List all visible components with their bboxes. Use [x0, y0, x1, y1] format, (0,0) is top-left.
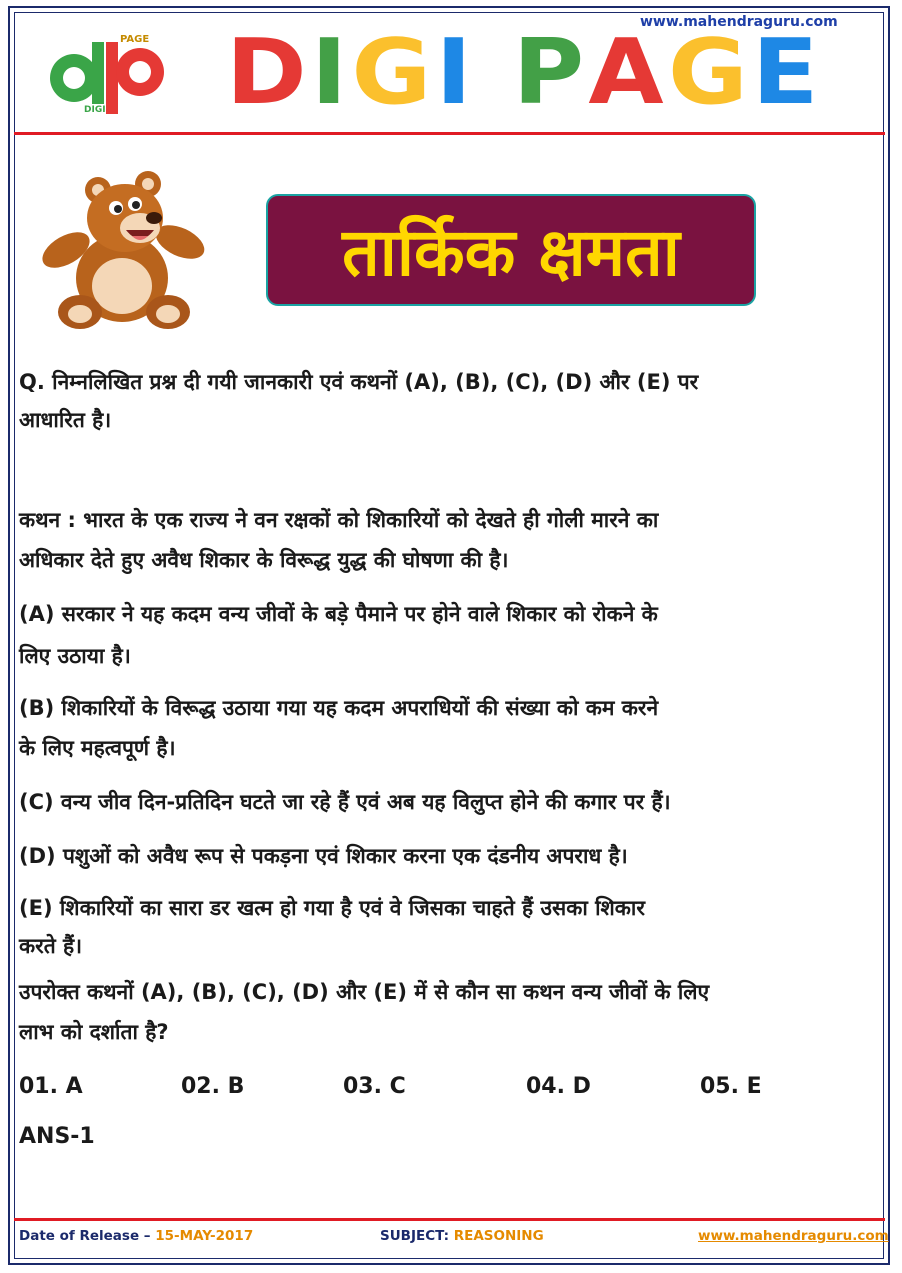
title-letter: I [435, 20, 477, 125]
release-date [19, 1228, 253, 1244]
header-divider [14, 132, 885, 135]
title-letter: G [351, 20, 436, 125]
question-ask-cont: लाभ को दर्शाता है? [19, 1020, 169, 1044]
statement: कथन : भारत के एक राज्य ने वन रक्षकों को शिकारियों को देखते ही गोली मारने का [19, 508, 659, 532]
option-4: 04. D [526, 1074, 591, 1099]
footer-url-link[interactable]: www.mahendraguru.com [698, 1228, 889, 1244]
option-1: 01. A [19, 1074, 83, 1099]
topic-heading: तार्किक क्षमता [342, 214, 680, 291]
subject [380, 1228, 544, 1244]
assumption-e: (E) शिकारियों का सारा डर खत्म हो गया है एवं वे जिसका चाहते हैं उसका शिकार [19, 896, 645, 920]
release-date-value: 15-MAY-2017 [155, 1228, 254, 1244]
digi-page-logo [48, 34, 178, 114]
statement-cont: अधिकार देते हुए अवैध शिकार के विरूद्ध युद्ध की घोषणा की है। [19, 548, 509, 572]
question-ask: उपरोक्त कथनों (A), (B), (C), (D) और (E) में से कौन सा कथन वन्य जीवों के लिए [19, 980, 710, 1004]
assumption-b-cont: के लिए महत्वपूर्ण है। [19, 736, 176, 760]
teddy-bear-illustration [30, 168, 210, 330]
title-letter: E [752, 20, 823, 125]
topic-heading-box [266, 194, 756, 306]
logo-digi-text: DIGI [84, 105, 106, 114]
title-letter: D [226, 20, 312, 125]
answer: ANS-1 [19, 1124, 95, 1149]
assumption-e-cont: करते हैं। [19, 934, 83, 958]
assumption-a-cont: लिए उठाया है। [19, 644, 131, 668]
subject-value: REASONING [453, 1228, 544, 1244]
assumption-c: (C) वन्य जीव दिन-प्रतिदिन घटते जा रहे हैं एवं अब यह विलुप्त होने की कगार पर हैं। [19, 790, 671, 814]
assumption-a: (A) सरकार ने यह कदम वन्य जीवों के बड़े पैमाने पर होने वाले शिकार को रोकने के [19, 602, 658, 626]
option-3: 03. C [343, 1074, 406, 1099]
title-letter: G [667, 20, 753, 125]
question-intro: Q. निम्नलिखित प्रश्न दी गयी जानकारी एवं कथनों (A), (B), (C), (D) और (E) पर [19, 370, 699, 394]
option-2: 02. B [181, 1074, 245, 1099]
subject-label: SUBJECT: [380, 1228, 454, 1244]
logo-page-text: PAGE [120, 34, 150, 45]
title-letter: P [512, 20, 589, 125]
option-5: 05. E [700, 1074, 762, 1099]
title-letter: I [311, 20, 352, 125]
assumption-b: (B) शिकारियों के विरूद्ध उठाया गया यह कदम अपराधियों की संख्या को कम करने [19, 696, 659, 720]
title-letter: A [588, 20, 668, 125]
assumption-d: (D) पशुओं को अवैध रूप से पकड़ना एवं शिकार करना एक दंडनीय अपराध है। [19, 844, 628, 868]
site-url-top[interactable]: www.mahendraguru.com [640, 14, 838, 30]
footer-divider [14, 1218, 885, 1221]
question-intro-cont: आधारित है। [19, 408, 112, 432]
release-label: Date of Release – [19, 1228, 156, 1244]
